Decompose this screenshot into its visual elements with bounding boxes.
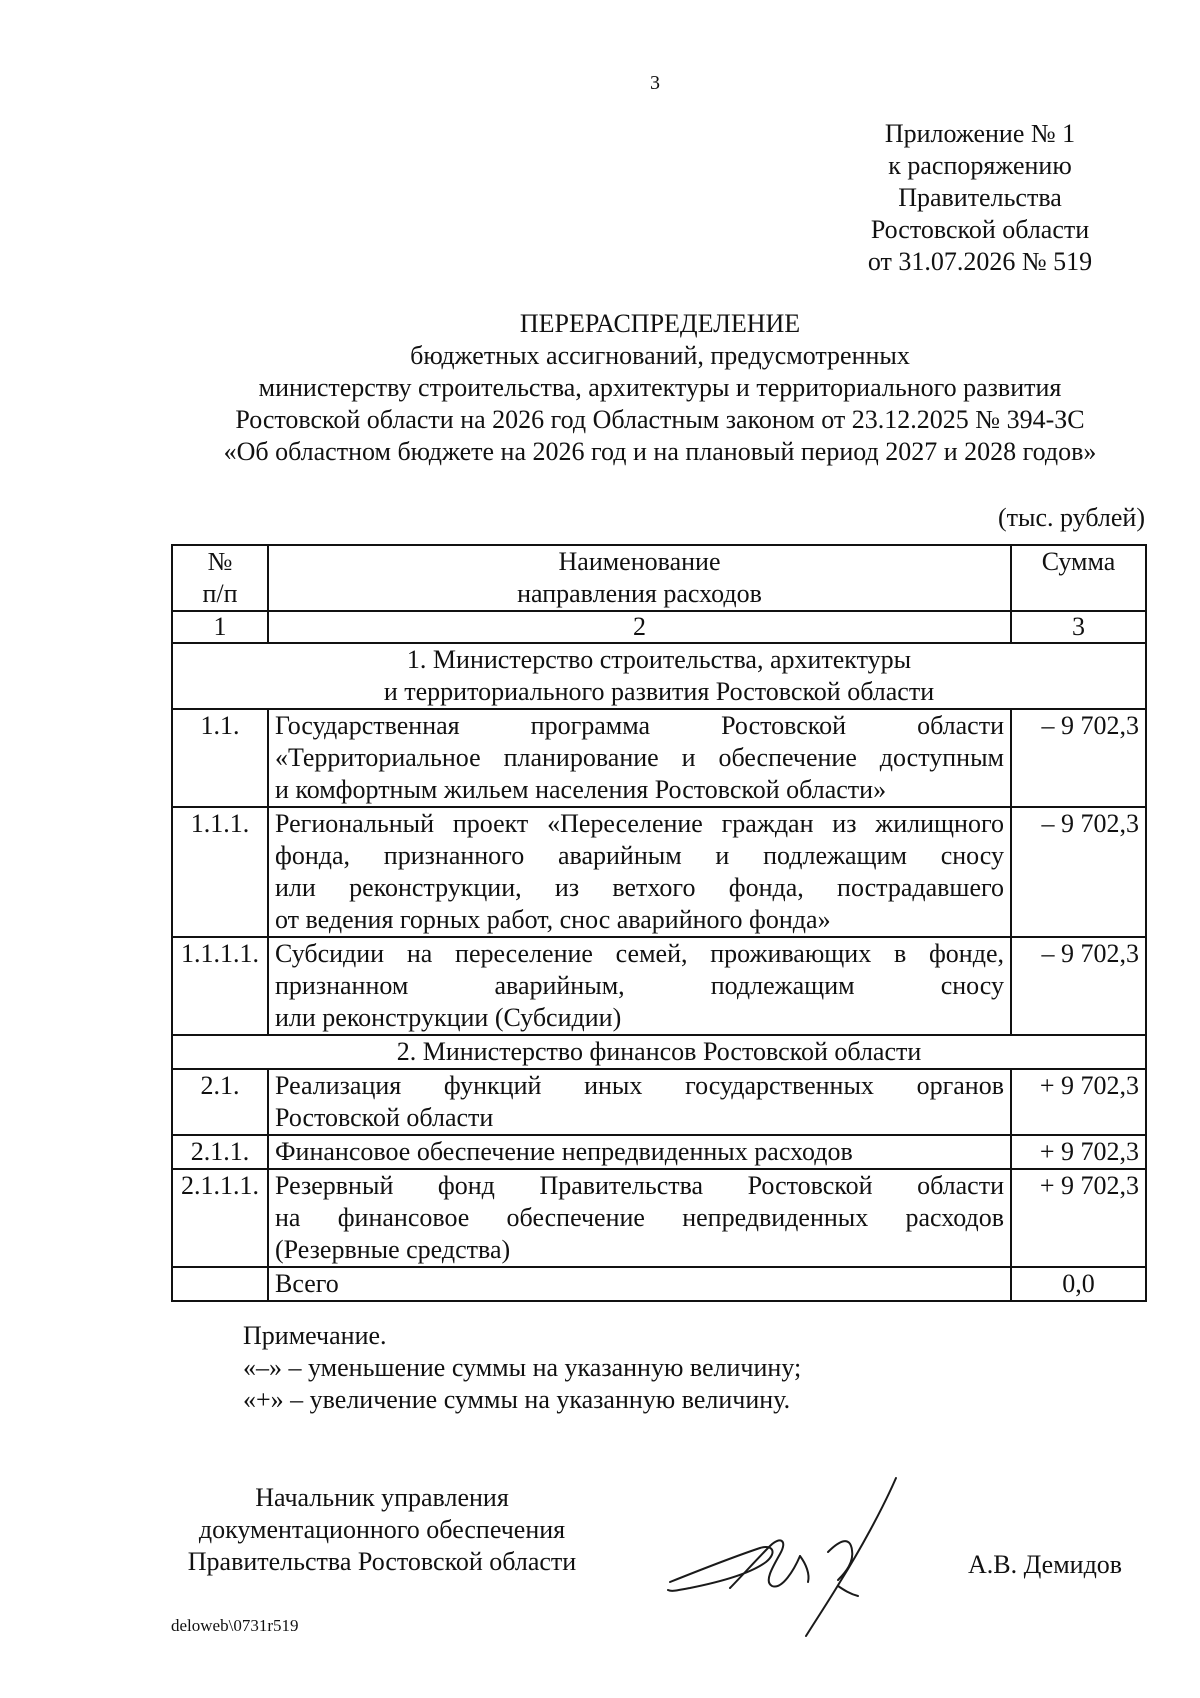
appendix-line: к распоряжению [888, 151, 1072, 180]
section-row [172, 1035, 1146, 1069]
table-row [172, 1135, 1146, 1169]
total-row [172, 1267, 1146, 1301]
total-label: Всего [268, 1267, 1011, 1301]
row-name: Государственная программа Ростовской области «Территориальное планирование и обеспечение доступным и комфортным жильем населения Ростовской области» [268, 709, 1011, 807]
index-cell: 3 [1011, 611, 1146, 643]
row-number: 1.1.1. [172, 807, 268, 937]
title-heading: ПЕРЕРАСПРЕДЕЛЕНИЕ [519, 309, 801, 338]
title-line: Ростовской области на 2026 год Областным законом от 23.12.2025 № 394-ЗС [235, 405, 1085, 434]
appendix-line: Ростовской области [870, 215, 1090, 244]
row-sum: – 9 702,3 [1011, 709, 1146, 807]
row-sum: + 9 702,3 [1011, 1135, 1146, 1169]
signer-name: А.В. Демидов [968, 1550, 1123, 1579]
file-reference: deloweb\0731r519 [171, 1616, 299, 1635]
header-name: Наименование направления расходов [268, 545, 1011, 611]
note-block [243, 1320, 801, 1416]
row-name: Региональный проект «Переселение граждан из жилищного фонда, признанного аварийным и подлежащим сносу или реконструкции, из ветхого фонда, пострадавшего от ведения горных работ, снос аварийного фонда» [268, 807, 1011, 937]
appendix-line: от 31.07.2026 № 519 [867, 247, 1093, 276]
section-title: 2. Министерство финансов Ростовской области [172, 1035, 1146, 1069]
table-row [172, 807, 1146, 937]
budget-table [171, 544, 1147, 1302]
row-name: Резервный фонд Правительства Ростовской области на финансовое обеспечение непредвиденных расходов (Резервные средства) [268, 1169, 1011, 1267]
index-cell: 2 [268, 611, 1011, 643]
title-line: министерству строительства, архитектуры и территориального развития [258, 373, 1062, 402]
document-title [80, 308, 1200, 468]
table-row [172, 709, 1146, 807]
total-num-cell [172, 1267, 268, 1301]
title-line: «Об областном бюджете на 2026 год и на плановый период 2027 и 2028 годов» [223, 437, 1097, 466]
row-number: 2.1.1.1. [172, 1169, 268, 1267]
index-cell: 1 [172, 611, 268, 643]
table-row [172, 1169, 1146, 1267]
row-sum: + 9 702,3 [1011, 1169, 1146, 1267]
section-title: 1. Министерство строительства, архитектуры и территориального развития Ростовской области [172, 643, 1146, 709]
row-number: 2.1.1. [172, 1135, 268, 1169]
header-num: № п/п [172, 545, 268, 611]
header-sum: Сумма [1011, 545, 1146, 611]
page-number: 3 [650, 72, 660, 94]
row-number: 1.1.1.1. [172, 937, 268, 1035]
row-name: Финансовое обеспечение непредвиденных расходов [268, 1135, 1011, 1169]
row-number: 2.1. [172, 1069, 268, 1135]
table-index-row [172, 611, 1146, 643]
note-line: «–» – уменьшение суммы на указанную величину; [243, 1353, 802, 1382]
row-name: Реализация функций иных государственных органов Ростовской области [268, 1069, 1011, 1135]
note-line: «+» – увеличение суммы на указанную величину. [243, 1385, 791, 1414]
table-row [172, 937, 1146, 1035]
row-sum: + 9 702,3 [1011, 1069, 1146, 1135]
table-row [172, 1069, 1146, 1135]
total-sum: 0,0 [1011, 1267, 1146, 1301]
section-row [172, 643, 1146, 709]
appendix-block [820, 118, 1140, 278]
row-sum: – 9 702,3 [1011, 807, 1146, 937]
appendix-line: Приложение № 1 [884, 119, 1076, 148]
signatory-position: Начальник управления документационного обеспечения Правительства Ростовской области [187, 1483, 577, 1576]
appendix-line: Правительства [898, 183, 1062, 212]
row-sum: – 9 702,3 [1011, 937, 1146, 1035]
table-header-row [172, 545, 1146, 611]
units-label: (тыс. рублей) [997, 503, 1145, 532]
note-title: Примечание. [243, 1321, 387, 1350]
title-line: бюджетных ассигнований, предусмотренных [410, 341, 910, 370]
row-number: 1.1. [172, 709, 268, 807]
row-name: Субсидии на переселение семей, проживающих в фонде, признанном аварийным, подлежащим сносу или реконструкции (Субсидии) [268, 937, 1011, 1035]
handwritten-signature [660, 1470, 960, 1640]
